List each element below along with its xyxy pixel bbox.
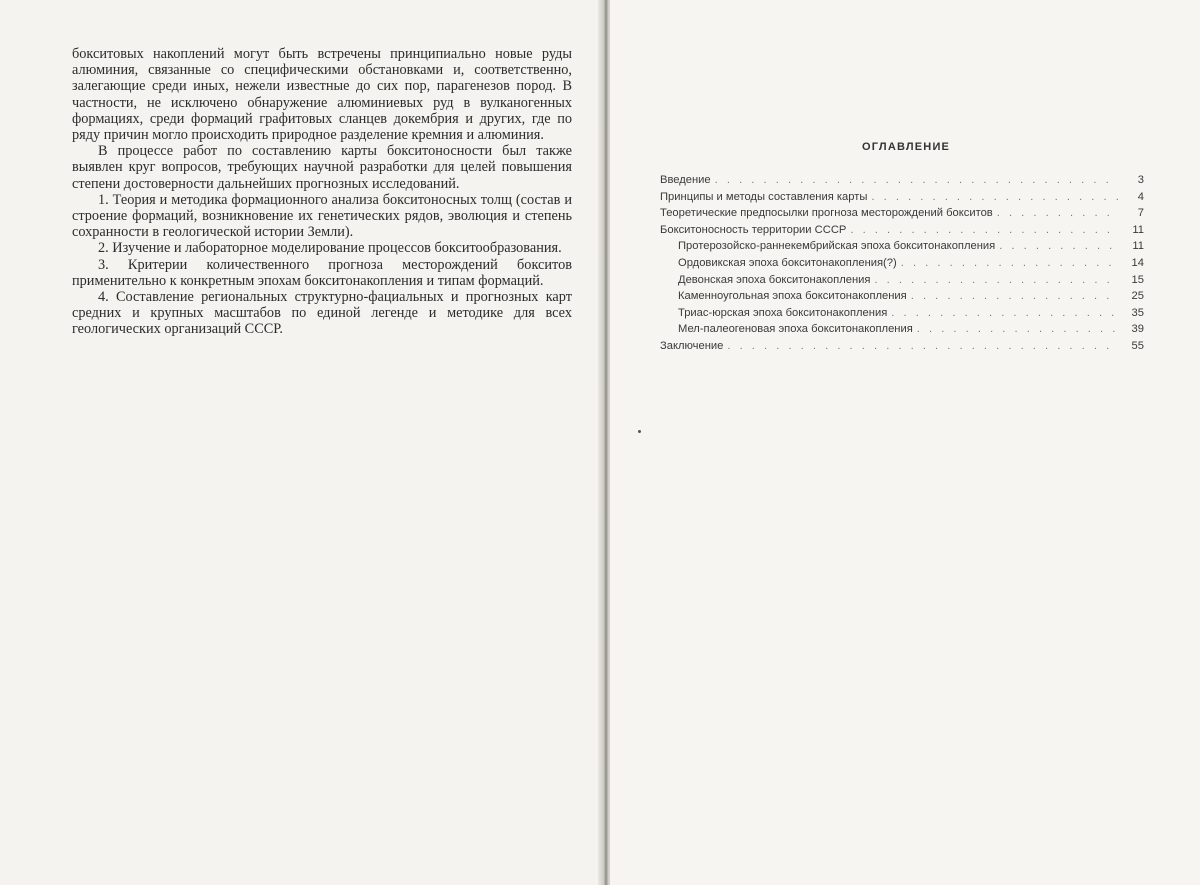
toc-entry-label: Ордовикская эпоха бокситонакопления(?) xyxy=(678,256,897,269)
toc-subentry-carboniferous xyxy=(660,288,1144,305)
toc-title: ОГЛАВЛЕНИЕ xyxy=(862,141,951,153)
toc-page-number: 11 xyxy=(1132,223,1144,236)
paragraph: 2. Изучение и лабораторное моделирование процессов бокситообразования. xyxy=(98,240,562,257)
table-of-contents xyxy=(660,172,1144,355)
toc-subentry-triassic-jurassic xyxy=(660,305,1144,322)
toc-page-number: 3 xyxy=(1137,174,1144,186)
toc-entry-theory xyxy=(660,205,1144,222)
dot-leader xyxy=(891,305,1118,322)
paragraph: В процессе работ по составлению карты бокситоносности был также выявлен круг вопросов, требующих научной разработки для целей повышения степени достоверности дальнейших прогнозных исследований. xyxy=(72,143,572,192)
toc-entry-label: Девонская эпоха бокситонакопления xyxy=(678,273,871,286)
toc-page-number: 39 xyxy=(1131,323,1144,336)
toc-entry-label: Бокситоносность территории СССР xyxy=(660,223,847,236)
toc-entry-principles xyxy=(660,189,1144,206)
dot-leader xyxy=(874,272,1118,289)
paragraph: бокситовых накоплений могут быть встречены принципиально новые руды алюминия, связанные со специфическими обстановками и, соответственно, залегающие среди иных, нежели известные до сих пор, парагенезов пород. В частности, не исключено обнаружение алюминиевых руд в вулканогенных формациях, среди формаций графитовых сланцев докембрия и других, где по ряду причин могло происходить природное разделение кремния и алюминия. xyxy=(72,46,572,144)
toc-entry-label: Мел-палеогеновая эпоха бокситонакопления xyxy=(678,323,913,336)
paragraph: 1. Теория и методика формационного анализа бокситоносных толщ (состав и строение формаций, возникновение их генетических рядов, эволюция и степень сохранности в геологической истории Земли). xyxy=(72,191,572,241)
toc-subentry-cretaceous-paleogene xyxy=(660,321,1144,338)
toc-page-number: 4 xyxy=(1137,190,1144,203)
toc-page-number: 7 xyxy=(1137,207,1144,220)
dot-leader xyxy=(917,321,1118,338)
toc-entry-introduction xyxy=(660,172,1144,189)
dot-leader xyxy=(999,238,1118,255)
dot-leader xyxy=(715,172,1118,189)
toc-subentry-proterozoic xyxy=(660,238,1144,255)
left-page-text xyxy=(72,46,572,338)
ink-speck xyxy=(638,430,641,433)
toc-entry-label: Введение xyxy=(660,174,711,186)
dot-leader xyxy=(997,205,1118,222)
toc-subentry-ordovician xyxy=(660,255,1144,272)
dot-leader xyxy=(871,189,1118,206)
toc-entry-conclusion xyxy=(660,338,1144,355)
toc-page-number: 15 xyxy=(1131,273,1144,286)
toc-entry-label: Заключение xyxy=(660,339,724,352)
dot-leader xyxy=(901,255,1118,272)
paragraph: 3. Критерии количественного прогноза месторождений бокситов применительно к конкретным эпохам бокситонакопления и типам формаций. xyxy=(72,256,572,289)
toc-page-number: 11 xyxy=(1132,240,1144,253)
toc-entry-label: Триас-юрская эпоха бокситонакопления xyxy=(678,306,888,319)
toc-page-number: 35 xyxy=(1131,306,1144,319)
toc-page-number: 25 xyxy=(1131,290,1144,303)
toc-page-number: 55 xyxy=(1131,339,1144,352)
right-page xyxy=(610,0,1200,885)
toc-entry-label: Принципы и методы составления карты xyxy=(660,190,868,203)
toc-entry-ussr-bauxite xyxy=(660,222,1144,239)
toc-entry-label: Протерозойско-раннекембрийская эпоха бокситонакопления xyxy=(678,240,996,253)
toc-entry-label: Теоретические предпосылки прогноза месторождений бокситов xyxy=(660,207,993,220)
paragraph: 4. Составление региональных структурно-фациальных и прогнозных карт средних и крупных масштабов по единой легенде и методике для всех геологических организаций СССР. xyxy=(72,289,572,338)
dot-leader xyxy=(727,338,1118,355)
toc-page-number: 14 xyxy=(1131,256,1144,269)
dot-leader xyxy=(850,222,1118,239)
toc-entry-label: Каменноугольная эпоха бокситонакопления xyxy=(678,290,907,303)
toc-subentry-devonian xyxy=(660,272,1144,289)
dot-leader xyxy=(911,288,1118,305)
